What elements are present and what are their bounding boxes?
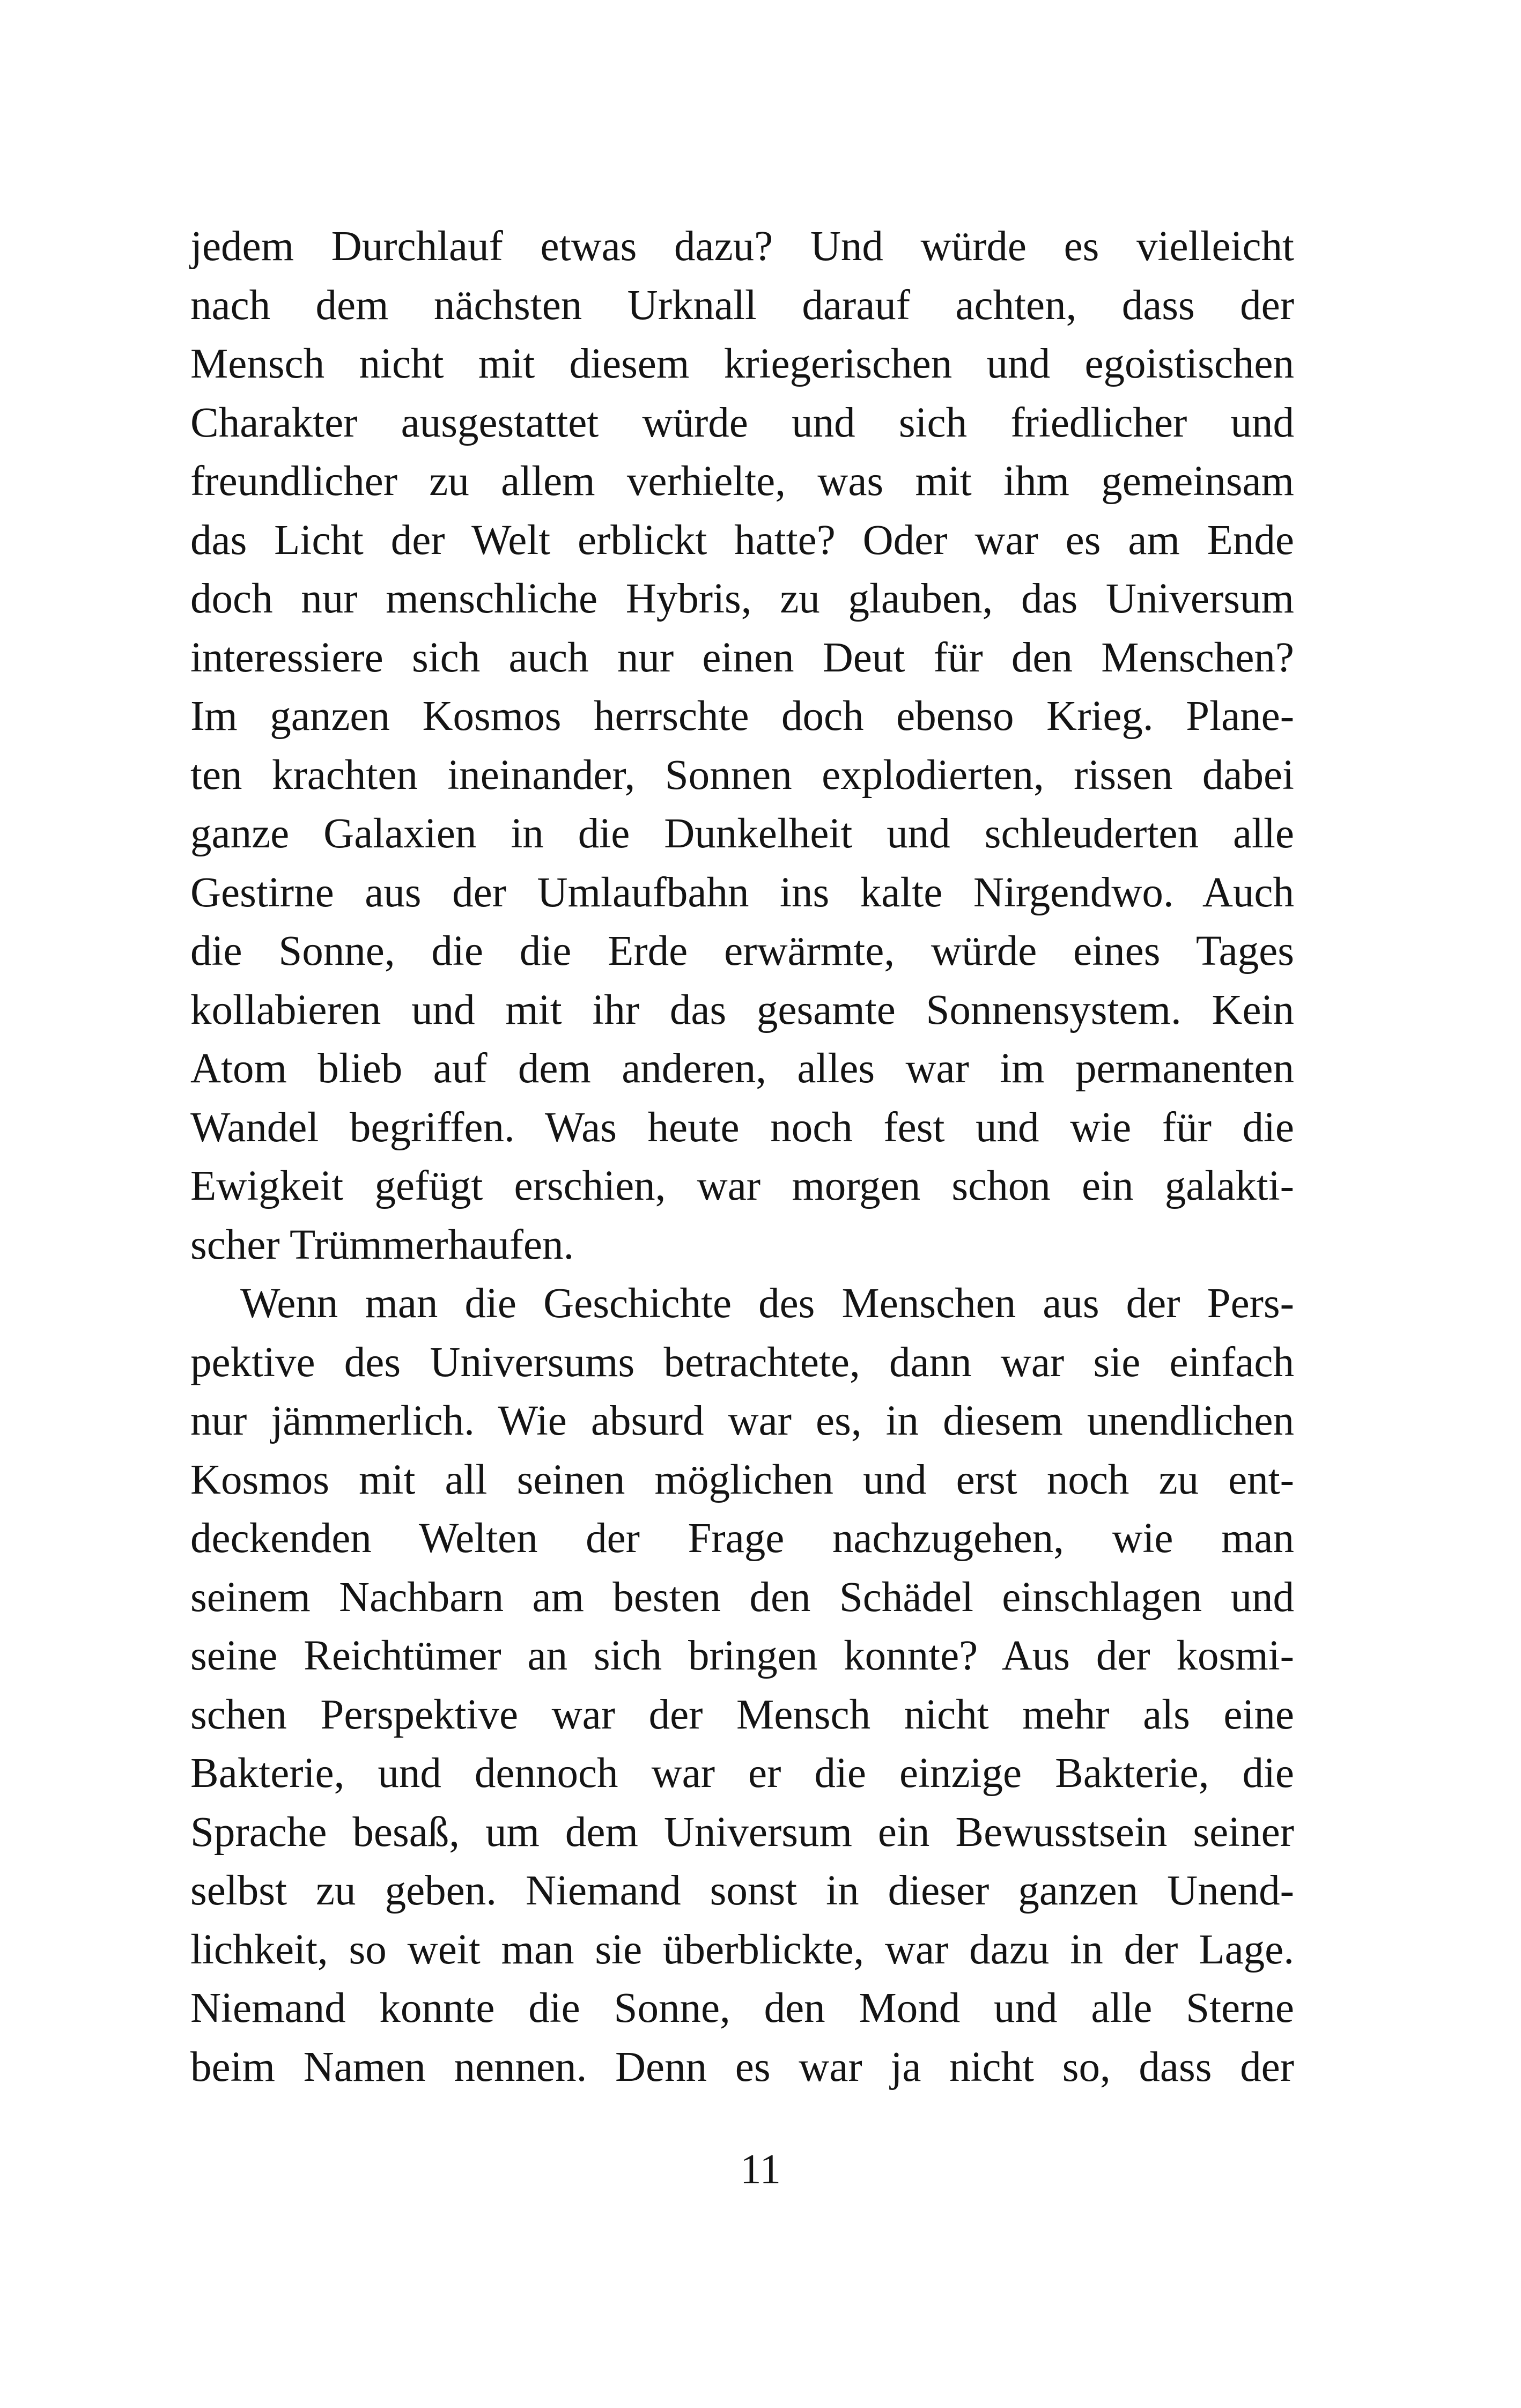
text-line: selbst zu geben. Niemand sonst in dieser ganzen Unend- — [190, 1867, 1294, 1914]
text-line: Wandel begriffen. Was heute noch fest und wie für die — [190, 1104, 1294, 1151]
text-line: die Sonne, die die Erde erwärmte, würde eines Tages — [190, 928, 1294, 974]
text-line: Ewigkeit gefügt erschien, war morgen schon ein galakti- — [190, 1163, 1294, 1209]
text-line: das Licht der Welt erblickt hatte? Oder war es am Ende — [190, 516, 1294, 564]
text-line: beim Namen nennen. Denn es war ja nicht so, dass der — [190, 2043, 1294, 2091]
text-line: Atom blieb auf dem anderen, alles war im permanenten — [190, 1045, 1294, 1092]
text-line: Im ganzen Kosmos herrschte doch ebenso Krieg. Plane- — [190, 693, 1294, 740]
text-line: pektive des Universums betrachtete, dann war sie einfach — [190, 1339, 1294, 1386]
text-line: Mensch nicht mit diesem kriegerischen und egoistischen — [190, 341, 1294, 387]
text-line: deckenden Welten der Frage nachzugehen, wie man — [190, 1515, 1294, 1562]
text-line: nur jämmerlich. Wie absurd war es, in diesem unendlichen — [190, 1398, 1294, 1444]
text-line: schen Perspektive war der Mensch nicht mehr als eine — [190, 1691, 1294, 1738]
page-number: 11 — [740, 2146, 781, 2193]
text-line: Wenn man die Geschichte des Menschen aus der Pers- — [240, 1280, 1294, 1327]
text-line: ten krachten ineinander, Sonnen explodierten, rissen dabei — [190, 751, 1294, 799]
text-line: seine Reichtümer an sich bringen konnte? Aus der kosmi- — [190, 1633, 1294, 1679]
body-text — [190, 217, 1294, 2096]
text-line: jedem Durchlauf etwas dazu? Und würde es vielleicht — [190, 223, 1294, 270]
text-line: interessiere sich auch nur einen Deut für den Menschen? — [190, 634, 1294, 681]
text-line: Gestirne aus der Umlaufbahn ins kalte Nirgendwo. Auch — [190, 869, 1294, 916]
text-line: nach dem nächsten Urknall darauf achten, dass der — [190, 282, 1294, 329]
text-line: Bakterie, und dennoch war er die einzige Bakterie, die — [190, 1750, 1294, 1797]
text-line: Sprache besaß, um dem Universum ein Bewusstsein seiner — [190, 1808, 1294, 1856]
text-line: freundlicher zu allem verhielte, was mit ihm gemeinsam — [190, 458, 1294, 505]
text-line: seinem Nachbarn am besten den Schädel einschlagen und — [190, 1574, 1294, 1621]
text-line: kollabieren und mit ihr das gesamte Sonnensystem. Kein — [190, 986, 1294, 1033]
paragraph — [190, 1274, 1294, 2096]
text-line: doch nur menschliche Hybris, zu glauben, das Universum — [190, 575, 1294, 622]
text-line: Charakter ausgestattet würde und sich friedlicher und — [190, 399, 1294, 446]
text-line: lichkeit, so weit man sie überblickte, war dazu in der Lage. — [190, 1926, 1294, 1973]
text-line: Niemand konnte die Sonne, den Mond und alle Sterne — [190, 1985, 1294, 2032]
text-line: ganze Galaxien in die Dunkelheit und schleuderten alle — [190, 810, 1294, 857]
text-line: Kosmos mit all seinen möglichen und erst noch zu ent- — [190, 1456, 1294, 1503]
paragraph — [190, 217, 1294, 1274]
text-line: scher Trümmerhaufen. — [190, 1221, 574, 1268]
